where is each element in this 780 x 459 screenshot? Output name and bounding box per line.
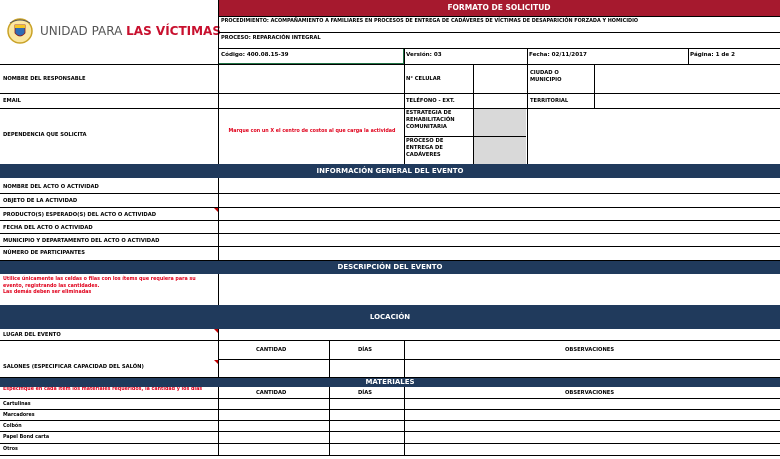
- email-label: EMAIL: [3, 98, 21, 104]
- info-row-label: NÚMERO DE PARTICIPANTES: [3, 250, 85, 256]
- descripcion-title: DESCRIPCIÓN DEL EVENTO: [337, 263, 443, 271]
- locacion-title: LOCACIÓN: [369, 313, 411, 321]
- materiales-bar: [0, 377, 780, 387]
- territorial-label: TERRITORIAL: [530, 98, 569, 104]
- info-general-bar: [0, 164, 780, 178]
- materiales-dias-header: DÍAS: [358, 390, 372, 396]
- descripcion-instruction: [3, 277, 215, 297]
- codigo-label: Código: 400.08.15-39: [221, 52, 289, 58]
- pagina-label: Página: 1 de 2: [690, 52, 736, 58]
- material-item: Otros: [3, 447, 18, 452]
- materiales-instruction: Especifique en cada ítem los materiales requeridos, la cantidad y los días: [3, 387, 203, 392]
- descripcion-instruction-1: Utilice únicamente las celdas o filas con los ítems que requiera para su evento, registrando las cantidades.: [3, 277, 196, 289]
- materiales-cantidad-header: CANTIDAD: [256, 390, 287, 396]
- centro-costos-instruction: Marque con un X el centro de costos al que carga la actividad: [228, 129, 396, 134]
- material-item: Papel Bond carta: [3, 435, 50, 440]
- material-item: Marcadores: [3, 413, 35, 418]
- ciudad-label: CIUDAD O MUNICIPIO: [530, 70, 562, 83]
- form-title-bar: [218, 0, 780, 16]
- info-row-label: NOMBRE DEL ACTO O ACTIVIDAD: [3, 184, 99, 190]
- materiales-title: MATERIALES: [365, 378, 415, 386]
- logo-text-bold: LAS VÍCTIMAS: [126, 24, 221, 38]
- logo: [0, 0, 221, 65]
- logo-text: UNIDAD PARA: [40, 24, 127, 38]
- selected-cell[interactable]: [218, 48, 404, 64]
- locacion-dias-header: DÍAS: [358, 347, 372, 353]
- coat-of-arms-icon: [7, 17, 33, 45]
- procedimiento-label: PROCEDIMIENTO: ACOMPAÑAMIENTO A FAMILIARES EN PROCESOS DE ENTREGA DE CADÁVERES DE VÍCTIMAS DE DESAPARICIÓN FORZADA Y HOMICIDIO: [221, 18, 639, 24]
- info-row-label: PRODUCTO(S) ESPERADO(S) DEL ACTO O ACTIVIDAD: [3, 212, 157, 218]
- info-general-title: INFORMACIÓN GENERAL DEL EVENTO: [316, 167, 464, 175]
- info-row-label: FECHA DEL ACTO O ACTIVIDAD: [3, 225, 93, 231]
- form-title: FORMATO DE SOLICITUD: [447, 3, 551, 12]
- info-row-label: MUNICIPIO Y DEPARTAMENTO DEL ACTO O ACTIVIDAD: [3, 238, 160, 244]
- telefono-label: TELÉFONO - EXT.: [406, 98, 455, 104]
- locacion-cantidad-header: CANTIDAD: [256, 347, 287, 353]
- locacion-bar: [0, 305, 780, 329]
- celular-label: N° CELULAR: [406, 76, 441, 82]
- salones-label: SALONES (ESPECIFICAR CAPACIDAD DEL SALÓN): [3, 364, 144, 370]
- estrategia-checkbox-cell[interactable]: [474, 109, 526, 136]
- fecha-label: Fecha: 02/11/2017: [529, 52, 587, 58]
- descripcion-bar: [0, 260, 780, 274]
- estrategia-label: ESTRATEGIA DE REHABILITACIÓN COMUNITARIA: [406, 110, 455, 130]
- version-label: Versión: 03: [406, 52, 442, 58]
- materiales-observaciones-header: OBSERVACIONES: [565, 390, 615, 396]
- descripcion-instruction-2: Las demás deben ser eliminadas: [3, 290, 92, 295]
- locacion-observaciones-header: OBSERVACIONES: [565, 347, 615, 353]
- entrega-label: PROCESO DE ENTREGA DE CADÁVERES: [406, 138, 444, 158]
- info-row-label: OBJETO DE LA ACTIVIDAD: [3, 198, 78, 204]
- dependencia-label: DEPENDENCIA QUE SOLICITA: [3, 132, 87, 138]
- material-item: Cartulinas: [3, 402, 31, 407]
- material-item: Colbón: [3, 424, 22, 429]
- entrega-checkbox-cell[interactable]: [474, 137, 526, 164]
- nombre-responsable-label: NOMBRE DEL RESPONSABLE: [3, 76, 86, 82]
- lugar-label: LUGAR DEL EVENTO: [3, 332, 61, 338]
- proceso-label: PROCESO: REPARACIÓN INTEGRAL: [221, 35, 321, 41]
